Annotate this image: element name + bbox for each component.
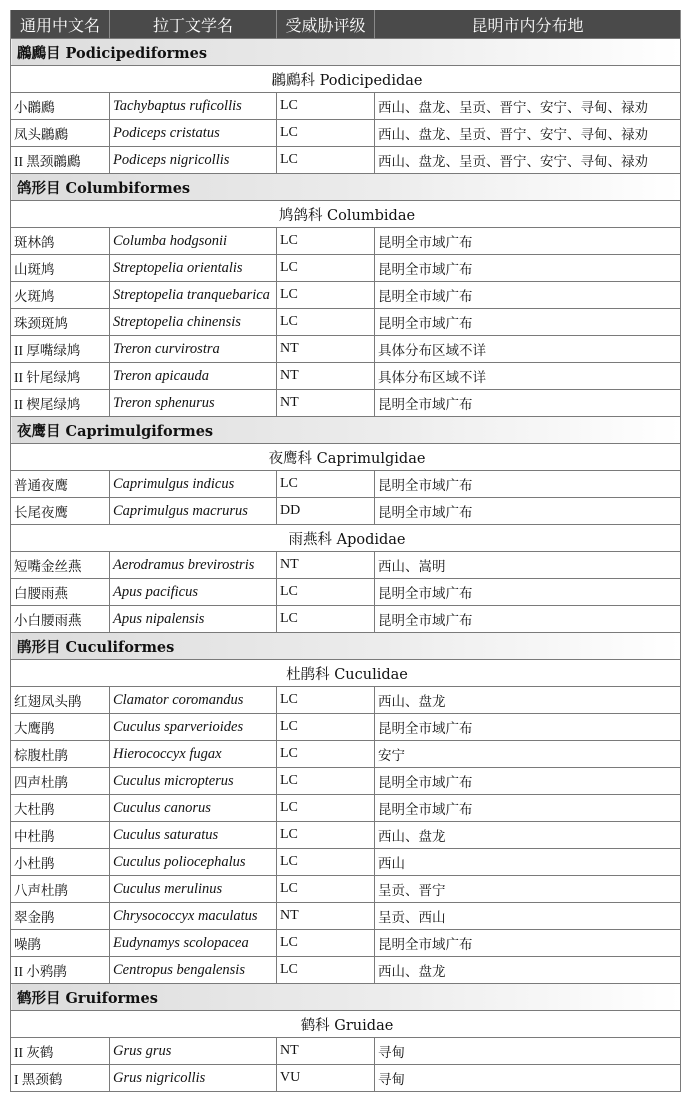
common-name-cell	[11, 93, 110, 120]
family-name: 夜鹰科 Caprimulgidae	[11, 444, 681, 471]
species-row	[11, 849, 681, 876]
threat-status: LC	[277, 876, 375, 903]
latin-name: Eudynamys scolopacea	[110, 930, 277, 957]
distribution: 昆明全市域广布	[375, 930, 681, 957]
distribution: 呈贡、晋宁	[375, 876, 681, 903]
common-name-cell	[11, 795, 110, 822]
species-row	[11, 876, 681, 903]
species-row	[11, 1065, 681, 1092]
common-name: 小鸦鹃	[26, 964, 67, 980]
latin-name: Cuculus micropterus	[110, 768, 277, 795]
distribution: 寻甸	[375, 1038, 681, 1065]
distribution: 具体分布区域不详	[375, 336, 681, 363]
order-row	[11, 984, 681, 1011]
header-distribution: 昆明市内分布地	[375, 10, 681, 39]
common-name: 厚嘴绿鸠	[26, 343, 81, 359]
latin-name: Clamator coromandus	[110, 687, 277, 714]
common-name: 噪鹃	[14, 937, 41, 953]
common-name-cell	[11, 714, 110, 741]
species-row	[11, 579, 681, 606]
species-row	[11, 255, 681, 282]
order-row	[11, 633, 681, 660]
threat-status: LC	[277, 120, 375, 147]
family-row	[11, 201, 681, 228]
latin-name: Cuculus merulinus	[110, 876, 277, 903]
threat-status: LC	[277, 822, 375, 849]
species-row	[11, 552, 681, 579]
distribution: 西山、盘龙	[375, 957, 681, 984]
family-row	[11, 66, 681, 93]
threat-status: LC	[277, 93, 375, 120]
order-row	[11, 174, 681, 201]
distribution: 呈贡、西山	[375, 903, 681, 930]
latin-name: Columba hodgsonii	[110, 228, 277, 255]
distribution: 昆明全市域广布	[375, 768, 681, 795]
common-name-cell	[11, 147, 110, 174]
protection-level: II	[14, 154, 27, 169]
common-name-cell	[11, 849, 110, 876]
distribution: 昆明全市域广布	[375, 714, 681, 741]
common-name: 四声杜鹃	[14, 775, 68, 791]
common-name: 中杜鹃	[14, 829, 55, 845]
species-row	[11, 1038, 681, 1065]
threat-status: LC	[277, 795, 375, 822]
threat-status: LC	[277, 768, 375, 795]
common-name-cell	[11, 741, 110, 768]
common-name-cell	[11, 552, 110, 579]
common-name: 黑颈鸊鷉	[26, 154, 81, 170]
common-name-cell	[11, 228, 110, 255]
common-name: 翠金鹃	[14, 910, 55, 926]
threat-status: LC	[277, 957, 375, 984]
family-name: 雨燕科 Apodidae	[11, 525, 681, 552]
threat-status: LC	[277, 309, 375, 336]
threat-status: NT	[277, 390, 375, 417]
order-row	[11, 417, 681, 444]
species-row	[11, 795, 681, 822]
latin-name: Cuculus poliocephalus	[110, 849, 277, 876]
species-row	[11, 714, 681, 741]
species-row	[11, 741, 681, 768]
order-name: 鸽形目 Columbiformes	[11, 174, 681, 201]
common-name: 凤头鸊鷉	[14, 127, 68, 143]
threat-status: NT	[277, 363, 375, 390]
common-name-cell	[11, 1038, 110, 1065]
latin-name: Chrysococcyx maculatus	[110, 903, 277, 930]
common-name: 大鹰鹃	[14, 721, 55, 737]
distribution: 昆明全市域广布	[375, 498, 681, 525]
common-name: 小杜鹃	[14, 856, 55, 872]
threat-status: LC	[277, 849, 375, 876]
common-name-cell	[11, 768, 110, 795]
species-row	[11, 390, 681, 417]
distribution: 西山、盘龙	[375, 822, 681, 849]
species-row	[11, 120, 681, 147]
common-name-cell	[11, 363, 110, 390]
latin-name: Centropus bengalensis	[110, 957, 277, 984]
latin-name: Streptopelia chinensis	[110, 309, 277, 336]
common-name: 长尾夜鹰	[14, 505, 68, 521]
common-name: 斑林鸽	[14, 235, 55, 251]
threat-status: NT	[277, 336, 375, 363]
species-row	[11, 687, 681, 714]
distribution: 安宁	[375, 741, 681, 768]
threat-status: LC	[277, 741, 375, 768]
distribution: 昆明全市域广布	[375, 255, 681, 282]
distribution: 昆明全市域广布	[375, 579, 681, 606]
distribution: 昆明全市域广布	[375, 228, 681, 255]
common-name: 红翅凤头鹃	[14, 694, 82, 710]
distribution: 寻甸	[375, 1065, 681, 1092]
order-name: 鹃形目 Cuculiformes	[11, 633, 681, 660]
latin-name: Cuculus canorus	[110, 795, 277, 822]
table-header-row	[11, 10, 681, 39]
distribution: 具体分布区域不详	[375, 363, 681, 390]
distribution: 西山	[375, 849, 681, 876]
species-row	[11, 606, 681, 633]
order-row	[11, 39, 681, 66]
common-name: 山斑鸠	[14, 262, 55, 278]
distribution: 昆明全市域广布	[375, 390, 681, 417]
protection-level: II	[14, 397, 27, 412]
distribution: 西山、嵩明	[375, 552, 681, 579]
latin-name: Tachybaptus ruficollis	[110, 93, 277, 120]
threat-status: LC	[277, 714, 375, 741]
distribution: 昆明全市域广布	[375, 795, 681, 822]
common-name-cell	[11, 498, 110, 525]
species-row	[11, 228, 681, 255]
latin-name: Cuculus sparverioides	[110, 714, 277, 741]
species-row	[11, 903, 681, 930]
family-row	[11, 525, 681, 552]
common-name: 火斑鸠	[14, 289, 55, 305]
header-threat-level: 受威胁评级	[277, 10, 375, 39]
threat-status: LC	[277, 579, 375, 606]
common-name-cell	[11, 336, 110, 363]
latin-name: Caprimulgus indicus	[110, 471, 277, 498]
common-name-cell	[11, 282, 110, 309]
common-name: 八声杜鹃	[14, 883, 68, 899]
threat-status: LC	[277, 282, 375, 309]
distribution: 西山、盘龙	[375, 687, 681, 714]
species-row	[11, 309, 681, 336]
species-row	[11, 282, 681, 309]
family-row	[11, 444, 681, 471]
order-name: 鹤形目 Gruiformes	[11, 984, 681, 1011]
family-name: 鸊鷉科 Podicipedidae	[11, 66, 681, 93]
latin-name: Podiceps nigricollis	[110, 147, 277, 174]
latin-name: Grus nigricollis	[110, 1065, 277, 1092]
latin-name: Caprimulgus macrurus	[110, 498, 277, 525]
header-common-name: 通用中文名	[11, 10, 110, 39]
common-name-cell	[11, 390, 110, 417]
distribution: 西山、盘龙、呈贡、晋宁、安宁、寻甸、禄劝	[375, 93, 681, 120]
family-name: 杜鹃科 Cuculidae	[11, 660, 681, 687]
latin-name: Streptopelia tranquebarica	[110, 282, 277, 309]
distribution: 昆明全市域广布	[375, 471, 681, 498]
common-name: 棕腹杜鹃	[14, 748, 68, 764]
common-name-cell	[11, 471, 110, 498]
header-latin-name: 拉丁文学名	[110, 10, 277, 39]
species-row	[11, 822, 681, 849]
distribution: 昆明全市域广布	[375, 309, 681, 336]
species-row	[11, 471, 681, 498]
latin-name: Aerodramus brevirostris	[110, 552, 277, 579]
threat-status: VU	[277, 1065, 375, 1092]
family-row	[11, 660, 681, 687]
species-row	[11, 957, 681, 984]
threat-status: DD	[277, 498, 375, 525]
threat-status: LC	[277, 228, 375, 255]
common-name-cell	[11, 120, 110, 147]
common-name: 短嘴金丝燕	[14, 559, 82, 575]
species-row	[11, 930, 681, 957]
common-name-cell	[11, 309, 110, 336]
distribution: 昆明全市域广布	[375, 606, 681, 633]
species-row	[11, 336, 681, 363]
protection-level: II	[14, 1045, 27, 1060]
distribution: 西山、盘龙、呈贡、晋宁、安宁、寻甸、禄劝	[375, 147, 681, 174]
protection-level: I	[14, 1072, 22, 1087]
order-name: 夜鹰目 Caprimulgiformes	[11, 417, 681, 444]
species-row	[11, 147, 681, 174]
common-name-cell	[11, 822, 110, 849]
threat-status: NT	[277, 903, 375, 930]
latin-name: Treron curvirostra	[110, 336, 277, 363]
latin-name: Grus grus	[110, 1038, 277, 1065]
latin-name: Apus nipalensis	[110, 606, 277, 633]
threat-status: LC	[277, 471, 375, 498]
species-table	[10, 10, 681, 1092]
species-row	[11, 498, 681, 525]
latin-name: Apus pacificus	[110, 579, 277, 606]
common-name-cell	[11, 876, 110, 903]
protection-level: II	[14, 964, 27, 979]
distribution: 昆明全市域广布	[375, 282, 681, 309]
common-name-cell	[11, 579, 110, 606]
threat-status: NT	[277, 1038, 375, 1065]
protection-level: II	[14, 370, 27, 385]
common-name: 小白腰雨燕	[14, 613, 82, 629]
common-name-cell	[11, 1065, 110, 1092]
common-name-cell	[11, 687, 110, 714]
latin-name: Hierococcyx fugax	[110, 741, 277, 768]
threat-status: LC	[277, 930, 375, 957]
common-name: 黑颈鹤	[21, 1072, 63, 1088]
common-name: 针尾绿鸠	[26, 370, 81, 386]
latin-name: Treron sphenurus	[110, 390, 277, 417]
latin-name: Cuculus saturatus	[110, 822, 277, 849]
latin-name: Podiceps cristatus	[110, 120, 277, 147]
protection-level: II	[14, 343, 27, 358]
order-name: 鸊鷉目 Podicipediformes	[11, 39, 681, 66]
common-name-cell	[11, 255, 110, 282]
threat-status: NT	[277, 552, 375, 579]
family-name: 鹤科 Gruidae	[11, 1011, 681, 1038]
common-name: 小鸊鷉	[14, 100, 55, 116]
distribution: 西山、盘龙、呈贡、晋宁、安宁、寻甸、禄劝	[375, 120, 681, 147]
common-name: 白腰雨燕	[14, 586, 68, 602]
family-name: 鸠鸽科 Columbidae	[11, 201, 681, 228]
species-row	[11, 93, 681, 120]
threat-status: LC	[277, 255, 375, 282]
common-name-cell	[11, 957, 110, 984]
common-name-cell	[11, 930, 110, 957]
family-row	[11, 1011, 681, 1038]
latin-name: Streptopelia orientalis	[110, 255, 277, 282]
species-row	[11, 768, 681, 795]
common-name: 楔尾绿鸠	[26, 397, 81, 413]
threat-status: LC	[277, 606, 375, 633]
common-name-cell	[11, 903, 110, 930]
common-name: 大杜鹃	[14, 802, 55, 818]
common-name-cell	[11, 606, 110, 633]
threat-status: LC	[277, 147, 375, 174]
threat-status: LC	[277, 687, 375, 714]
common-name: 灰鹤	[26, 1045, 54, 1061]
common-name: 普通夜鹰	[14, 478, 68, 494]
table-body	[11, 39, 681, 1092]
latin-name: Treron apicauda	[110, 363, 277, 390]
common-name: 珠颈斑鸠	[14, 316, 68, 332]
species-row	[11, 363, 681, 390]
